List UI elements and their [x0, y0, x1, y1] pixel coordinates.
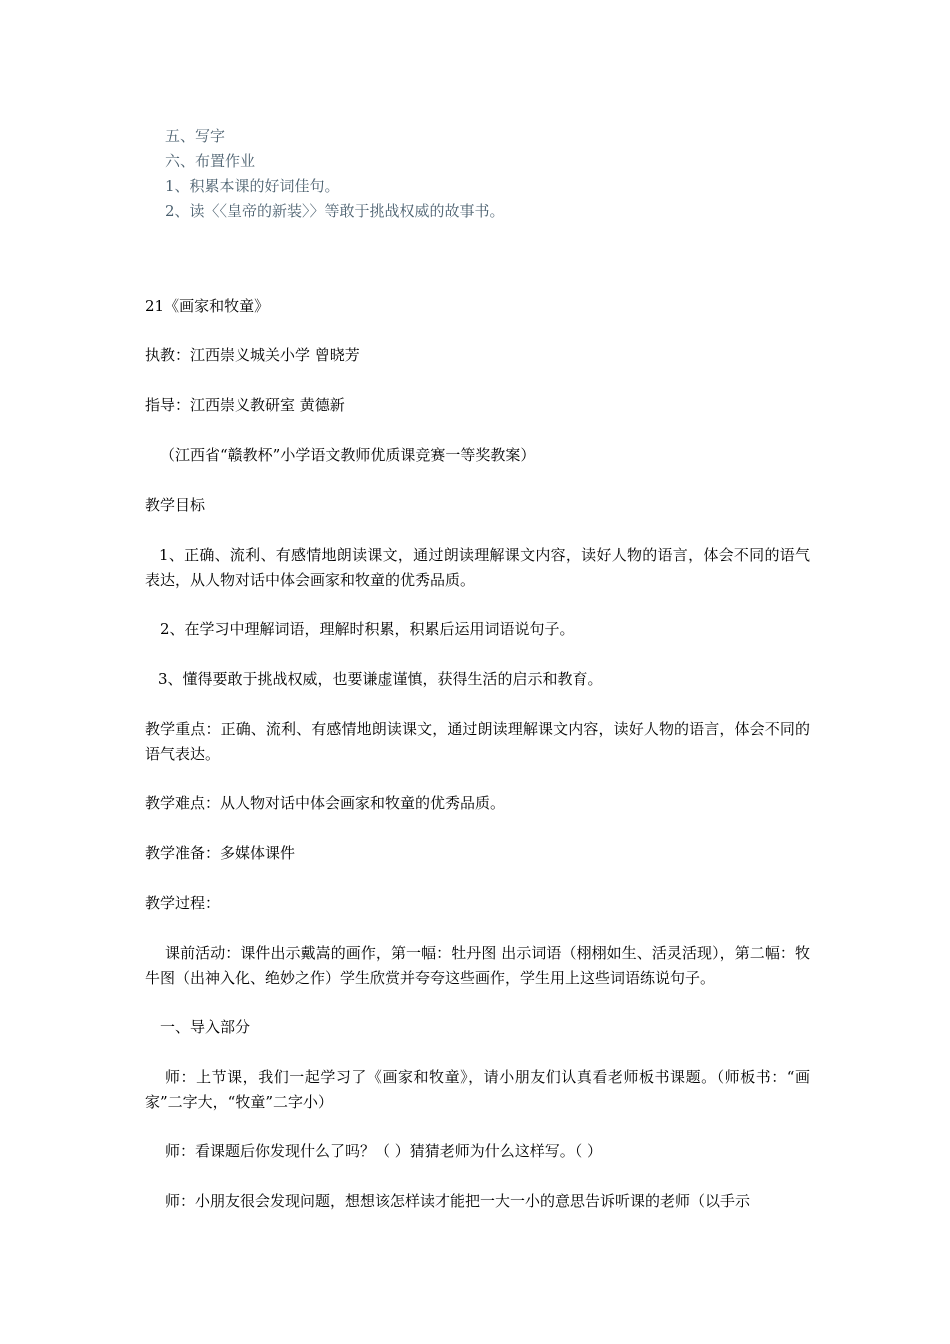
list-item-homework: 六、布置作业: [165, 152, 256, 170]
part-1-heading: 一、导入部分: [160, 1018, 251, 1036]
pre-activity: 课前活动：课件出示戴嵩的画作，第一幅：牡丹图 出示词语（栩栩如生、活灵活现），第二幅：牧牛图（出神入化、绝妙之作）学生欣赏并夸夸这些画作，学生用上这些词语练说句子。: [145, 944, 810, 987]
lesson-title: 21《画家和牧童》: [145, 297, 270, 315]
list-item-writing: 五、写字: [165, 127, 226, 145]
award-line: （江西省“赣教杯”小学语文教师优质课竞赛一等奖教案）: [160, 446, 536, 464]
teacher-line: 执教：江西崇义城关小学 曾晓芳: [145, 346, 360, 364]
homework-item-2: 2、读〈〈皇帝的新装〉〉等敢于挑战权威的故事书。: [165, 202, 505, 220]
goal-1: 1、正确、流利、有感情地朗读课文，通过朗读理解课文内容，读好人物的语言，体会不同的语气表达，从人物对话中体会画家和牧童的优秀品质。: [145, 546, 810, 589]
key-point: 教学重点：正确、流利、有感情地朗读课文，通过朗读理解课文内容，读好人物的语言，体会不同的语气表达。: [145, 720, 810, 763]
goal-2: 2、在学习中理解词语，理解时积累，积累后运用词语说句子。: [160, 620, 575, 638]
teacher-paragraph-1: 师：上节课，我们一起学习了《画家和牧童》，请小朋友们认真看老师板书课题。（师板书：“画家”二字大，“牧童”二字小）: [145, 1068, 810, 1111]
guide-line: 指导：江西崇义教研室 黄德新: [145, 396, 345, 414]
preparation: 教学准备：多媒体课件: [145, 844, 296, 862]
teacher-paragraph-3: 师：小朋友很会发现问题，想想该怎样读才能把一大一小的意思告诉听课的老师（以手示: [165, 1192, 751, 1210]
goals-heading: 教学目标: [145, 496, 206, 514]
process-heading: 教学过程：: [145, 894, 221, 912]
difficulty: 教学难点：从人物对话中体会画家和牧童的优秀品质。: [145, 794, 506, 812]
goal-3: 3、懂得要敢于挑战权威，也要谦虚谨慎，获得生活的启示和教育。: [158, 670, 603, 688]
teacher-paragraph-2: 师：看课题后你发现什么了吗？（ ）猜猜老师为什么这样写。（ ）: [165, 1142, 603, 1160]
homework-item-1: 1、积累本课的好词佳句。: [165, 177, 340, 195]
